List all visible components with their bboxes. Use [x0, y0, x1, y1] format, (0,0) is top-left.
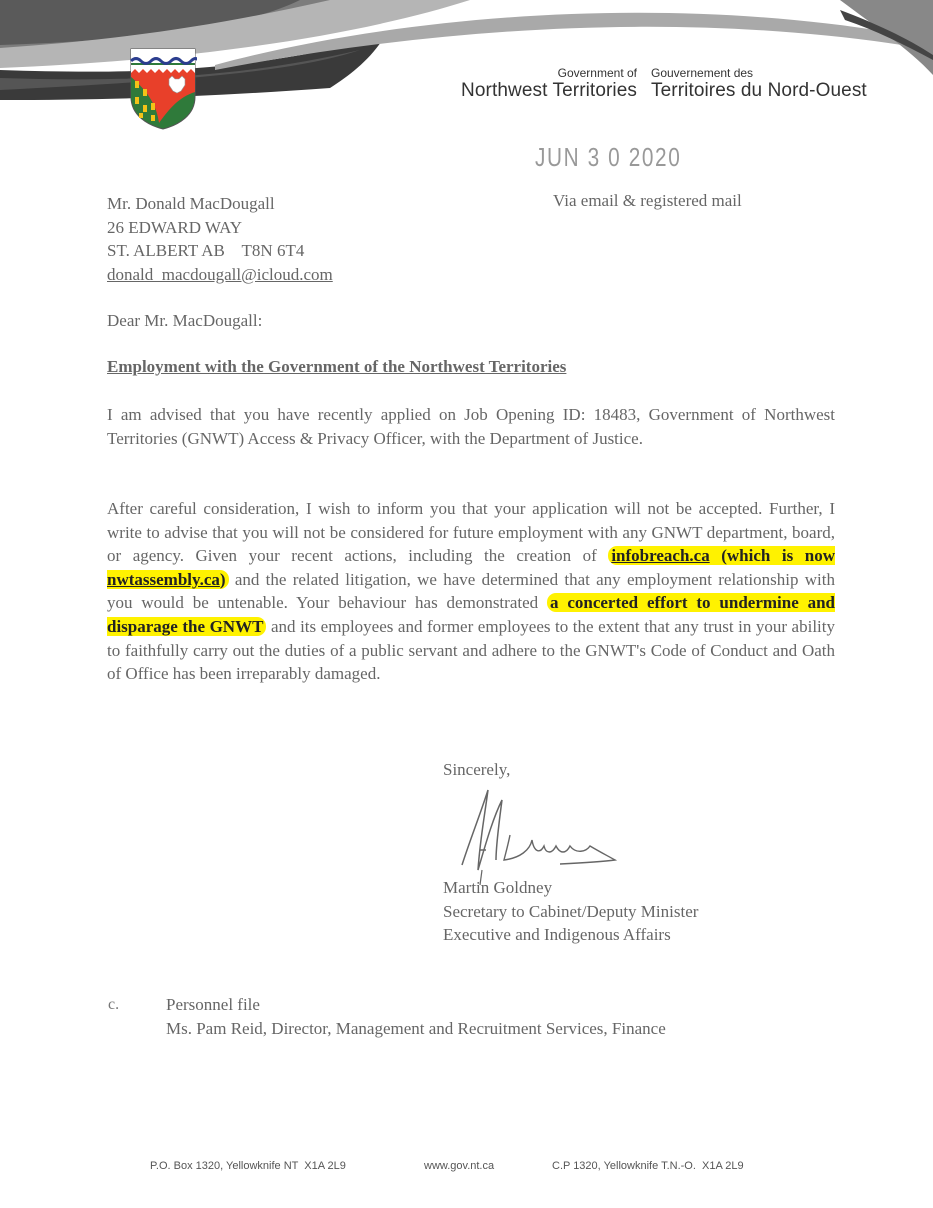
signature-graphic: [440, 780, 640, 890]
closing: Sincerely,: [443, 760, 511, 779]
footer-address-en: P.O. Box 1320, Yellowknife NT X1A 2L9: [150, 1160, 346, 1172]
cc-recipient: Ms. Pam Reid, Director, Management and Recruitment Services, Finance: [166, 1018, 666, 1038]
signer-department: Executive and Indigenous Affairs: [443, 925, 671, 944]
nwt-coat-of-arms-icon: [129, 47, 197, 130]
cc-list: [166, 993, 666, 1040]
date-stamp: JUN 3 0 2020: [535, 142, 682, 172]
letterhead-english: [461, 66, 637, 102]
recipient-city: ST. ALBERT AB T8N 6T4: [107, 241, 305, 260]
nwtassembly-link[interactable]: nwtassembly.ca: [107, 569, 220, 589]
salutation: Dear Mr. MacDougall:: [107, 311, 263, 330]
signer-block: [443, 876, 698, 947]
cc-recipient: Personnel file: [166, 995, 260, 1014]
footer-address-fr: C.P 1320, Yellowknife T.N.-O. X1A 2L9: [552, 1160, 744, 1172]
recipient-email-link[interactable]: donald_macdougall@icloud.com: [107, 264, 333, 284]
recipient-address: [107, 192, 333, 286]
northwest-territories-label: Northwest Territories: [461, 80, 637, 101]
highlight-concerted-effort: a concerted effort to undermine and disparage the GNWT: [107, 593, 836, 636]
signer-title: Secretary to Cabinet/Deputy Minister: [443, 901, 699, 921]
highlight-websites-mid: (which is now: [709, 546, 835, 566]
territoires-label: Territoires du Nord-Ouest: [651, 80, 867, 101]
highlight-websites-end: ): [219, 569, 226, 589]
letterhead-french: [651, 66, 867, 102]
cc-label: c.: [108, 996, 120, 1013]
paragraph-application: I am advised that you have recently applied on Job Opening ID: 18483, Government of Northwest Territories (GNWT) Access & Privacy Officer, with the Department of Justice.: [107, 405, 835, 448]
delivery-method: Via email & registered mail: [553, 191, 742, 210]
recipient-name: Mr. Donald MacDougall: [107, 194, 275, 213]
decision-text-1: After careful consideration, I wish to inform you that your application will not be accepted. Further, I write to advise that you will not be considered for future employment with any GNWT department, board, or agency. Given your recent actions, including the creation of: [107, 499, 835, 566]
government-of-label: Government of: [557, 66, 637, 80]
paragraph-decision: [107, 497, 835, 686]
footer-website-link[interactable]: www.gov.nt.ca: [424, 1160, 495, 1172]
gouvernement-des-label: Gouvernement des: [651, 66, 754, 80]
decision-text-2: and the related litigation, we have determined that any employment relationship with you would be untenable. Your behaviour has demonstrated: [107, 569, 835, 613]
decision-text-3: and its employees and former employees to the extent that any trust in your ability to faithfully carry out the duties of a public servant and adhere to the GNWT's Code of Conduct and Oath of Office has been irreparably damaged.: [107, 616, 835, 684]
subject-line: Employment with the Government of the Northwest Territories: [107, 357, 567, 376]
signer-name: Martin Goldney: [443, 878, 553, 897]
recipient-street: 26 EDWARD WAY: [107, 217, 243, 237]
infobreach-link[interactable]: infobreach.ca: [611, 546, 710, 566]
